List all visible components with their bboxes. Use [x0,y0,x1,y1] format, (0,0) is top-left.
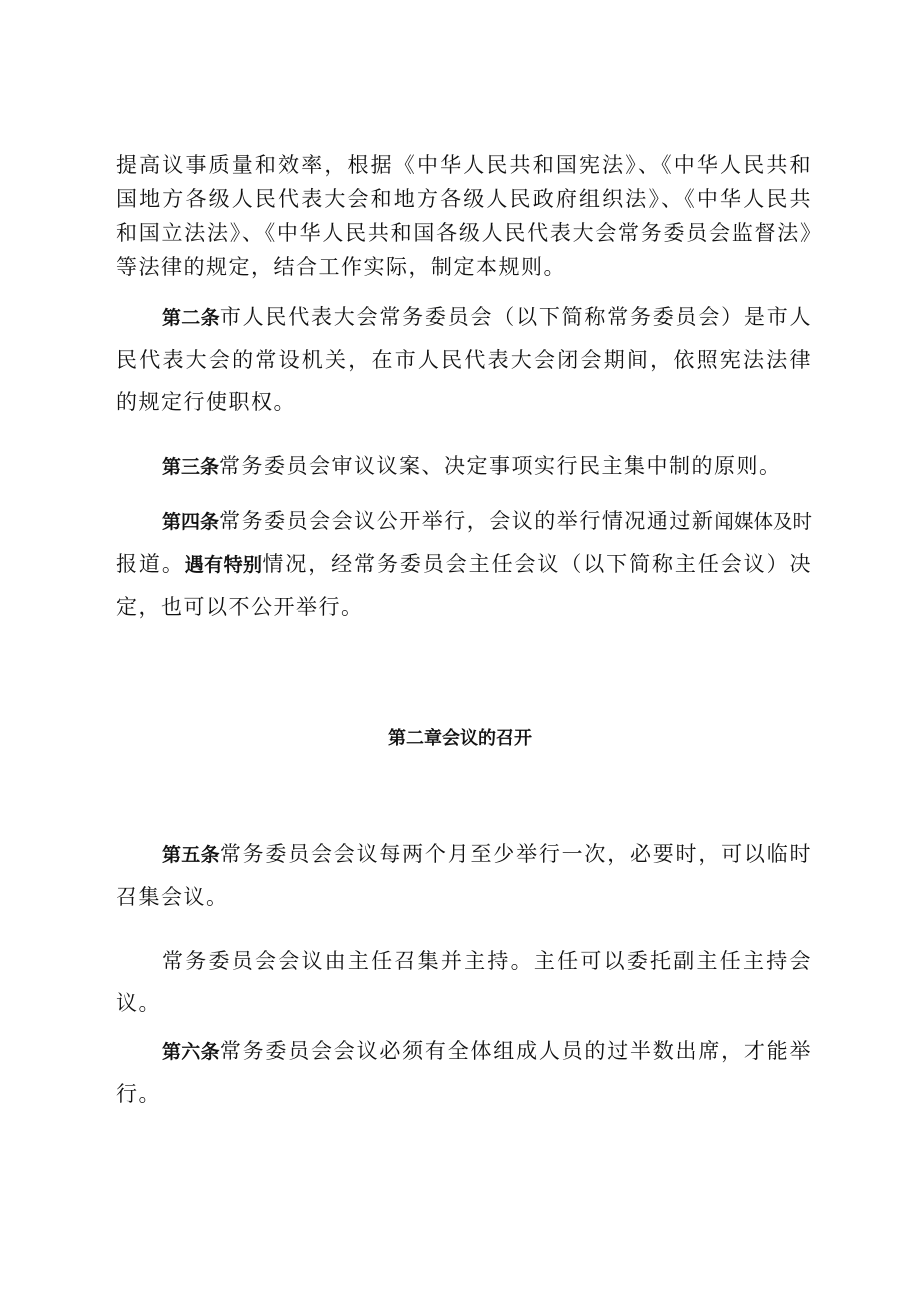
article-4 [116,500,812,628]
article-5 [116,833,812,918]
article-4-label: 第四条 [162,511,220,533]
article-4-text-part1: 常务委员会会议公开举行，会议的举行情况通过新 [219,509,715,533]
article-2 [116,296,812,423]
chapter-title: 第二章会议的召开 [388,728,532,749]
intro-paragraph [116,148,812,284]
article-3 [116,445,812,488]
article-2-text: 市人民代表大会常务委员会（以下简称常务委员会）是市人民代表大会的常设机关，在市人民代表大会闭会期间，依照宪法法律的规定行使职权。 [116,305,812,414]
article-4-text-part2: 报道。 [116,552,185,576]
article-6-label: 第六条 [162,1041,220,1063]
article-4-text-sans1: 闻媒体及时 [714,510,812,533]
article-5-paragraph-2 [116,940,812,1024]
article-5-paragraph-2-text: 常务委员会会议由主任召集并主持。主任可以委托副主任主持会议。 [116,949,812,1015]
article-3-text: 常务委员会审议议案、决定事项实行民主集中制的原则。 [219,454,782,478]
article-4-text-sans2: 遇有特别 [184,554,263,576]
intro-text: 提高议事质量和效率，根据《中华人民共和国宪法》、《中华人民共和国地方各级人民代表大会和地方各级人民政府组织法》、《中华人民共和国立法法》、《中华人民共和国各级人民代表大会常务委员会监督法》等法律的规定，结合工作实际，制定本规则。 [116,153,812,279]
article-6 [116,1030,812,1115]
article-4-text-part3: 情况，经常务委员会主任会议（以下简称主任会议）决定，也可以不公开举行。 [116,552,812,619]
article-5-label: 第五条 [162,844,220,866]
article-3-label: 第三条 [162,456,220,478]
article-5-text: 常务委员会会议每两个月至少举行一次，必要时，可以临时召集会议。 [116,842,812,909]
article-2-label: 第二条 [162,307,220,329]
article-6-text: 常务委员会会议必须有全体组成人员的过半数出席，才能举行。 [116,1039,812,1106]
